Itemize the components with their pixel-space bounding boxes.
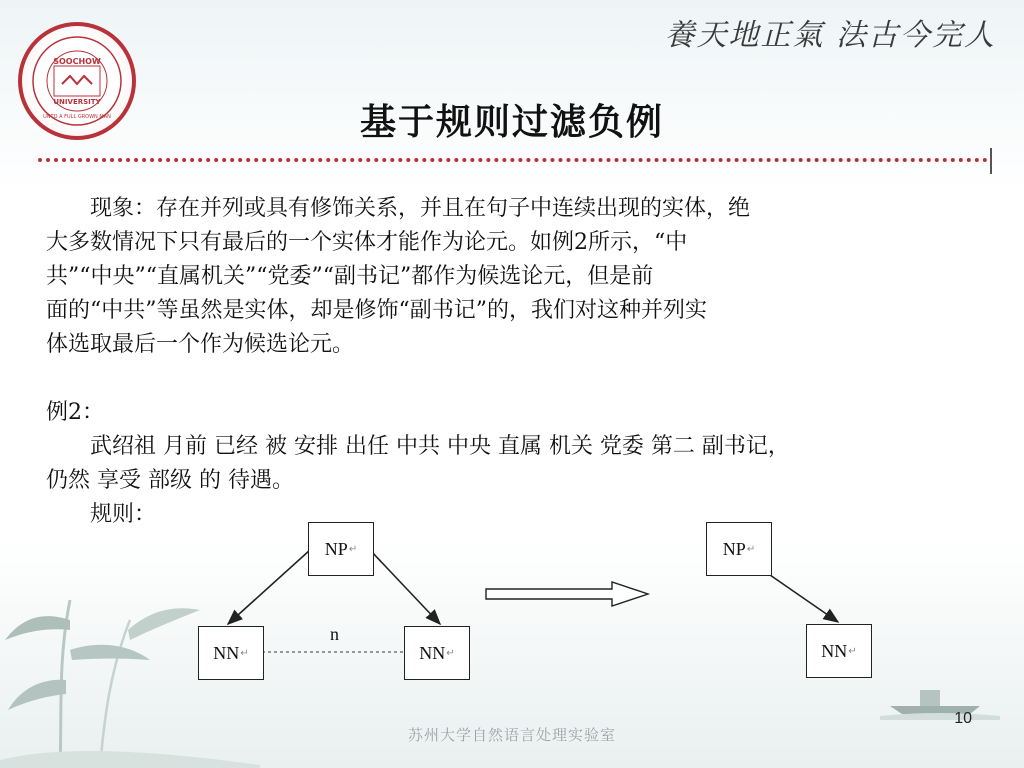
node-nn-right-label: NN: [419, 642, 446, 663]
slide-body: [46, 192, 976, 532]
seal-text-top: SOOCHOW: [53, 57, 101, 66]
edge-np-to-nn-result: [770, 575, 838, 622]
lab-name-footer: 苏州大学自然语言处理实验室: [407, 726, 616, 744]
para-line-5: 体选取最后一个作为候选论元。: [46, 332, 355, 357]
example-line-2: 仍然 享受 部级 的 待遇。: [46, 468, 294, 493]
para-line-4: 面的“中共”等虽然是实体，却是修饰“副书记”的，我们对这种并列实: [46, 298, 707, 323]
node-nn-left-label: NN: [213, 642, 240, 663]
divider-end-bar: [990, 148, 992, 174]
node-nn-result-label: NN: [821, 640, 848, 661]
para-mark-icon: ↵: [240, 647, 249, 659]
node-nn-result: [806, 624, 872, 678]
para-line-1: 现象：存在并列或具有修饰关系，并且在句子中连续出现的实体，绝: [90, 196, 751, 221]
boat-decoration-icon: [880, 680, 1000, 720]
edge-label-n: n: [330, 624, 339, 644]
rule-label: 规则：: [90, 502, 157, 527]
para-line-3: 共”“中央”“直属机关”“党委”“副书记”都作为候选论元，但是前: [46, 264, 654, 289]
para-mark-icon: ↵: [746, 543, 756, 555]
seal-text-mid: UNIVERSITY: [53, 98, 101, 106]
dotted-divider: [38, 158, 988, 162]
node-np-left: [308, 522, 374, 576]
example-line-1: 武绍祖 月前 已经 被 安排 出任 中共 中央 直属 机关 党委 第二 副书记，: [90, 434, 790, 459]
calligraphy-motto: 養天地正氣 法古今完人: [664, 18, 996, 53]
node-np-left-label: NP: [324, 538, 348, 559]
para-mark-icon: ↵: [446, 647, 455, 659]
seal-text-ring: UNTO A FULL GROWN MAN: [43, 114, 111, 120]
page-number: 10: [954, 710, 972, 727]
transform-arrow-icon: [486, 582, 648, 606]
example-label: 例2：: [46, 400, 104, 425]
node-nn-right: [404, 626, 470, 680]
node-np-result: [706, 522, 772, 576]
node-np-result-label: NP: [722, 538, 746, 559]
para-mark-icon: ↵: [348, 543, 358, 555]
slide-title: 基于规则过滤负例: [359, 101, 664, 143]
edge-np-to-nn-right: [370, 550, 440, 624]
para-line-2: 大多数情况下只有最后的一个实体才能作为论元。如例2所示，“中: [46, 230, 688, 255]
para-mark-icon: ↵: [848, 645, 857, 657]
